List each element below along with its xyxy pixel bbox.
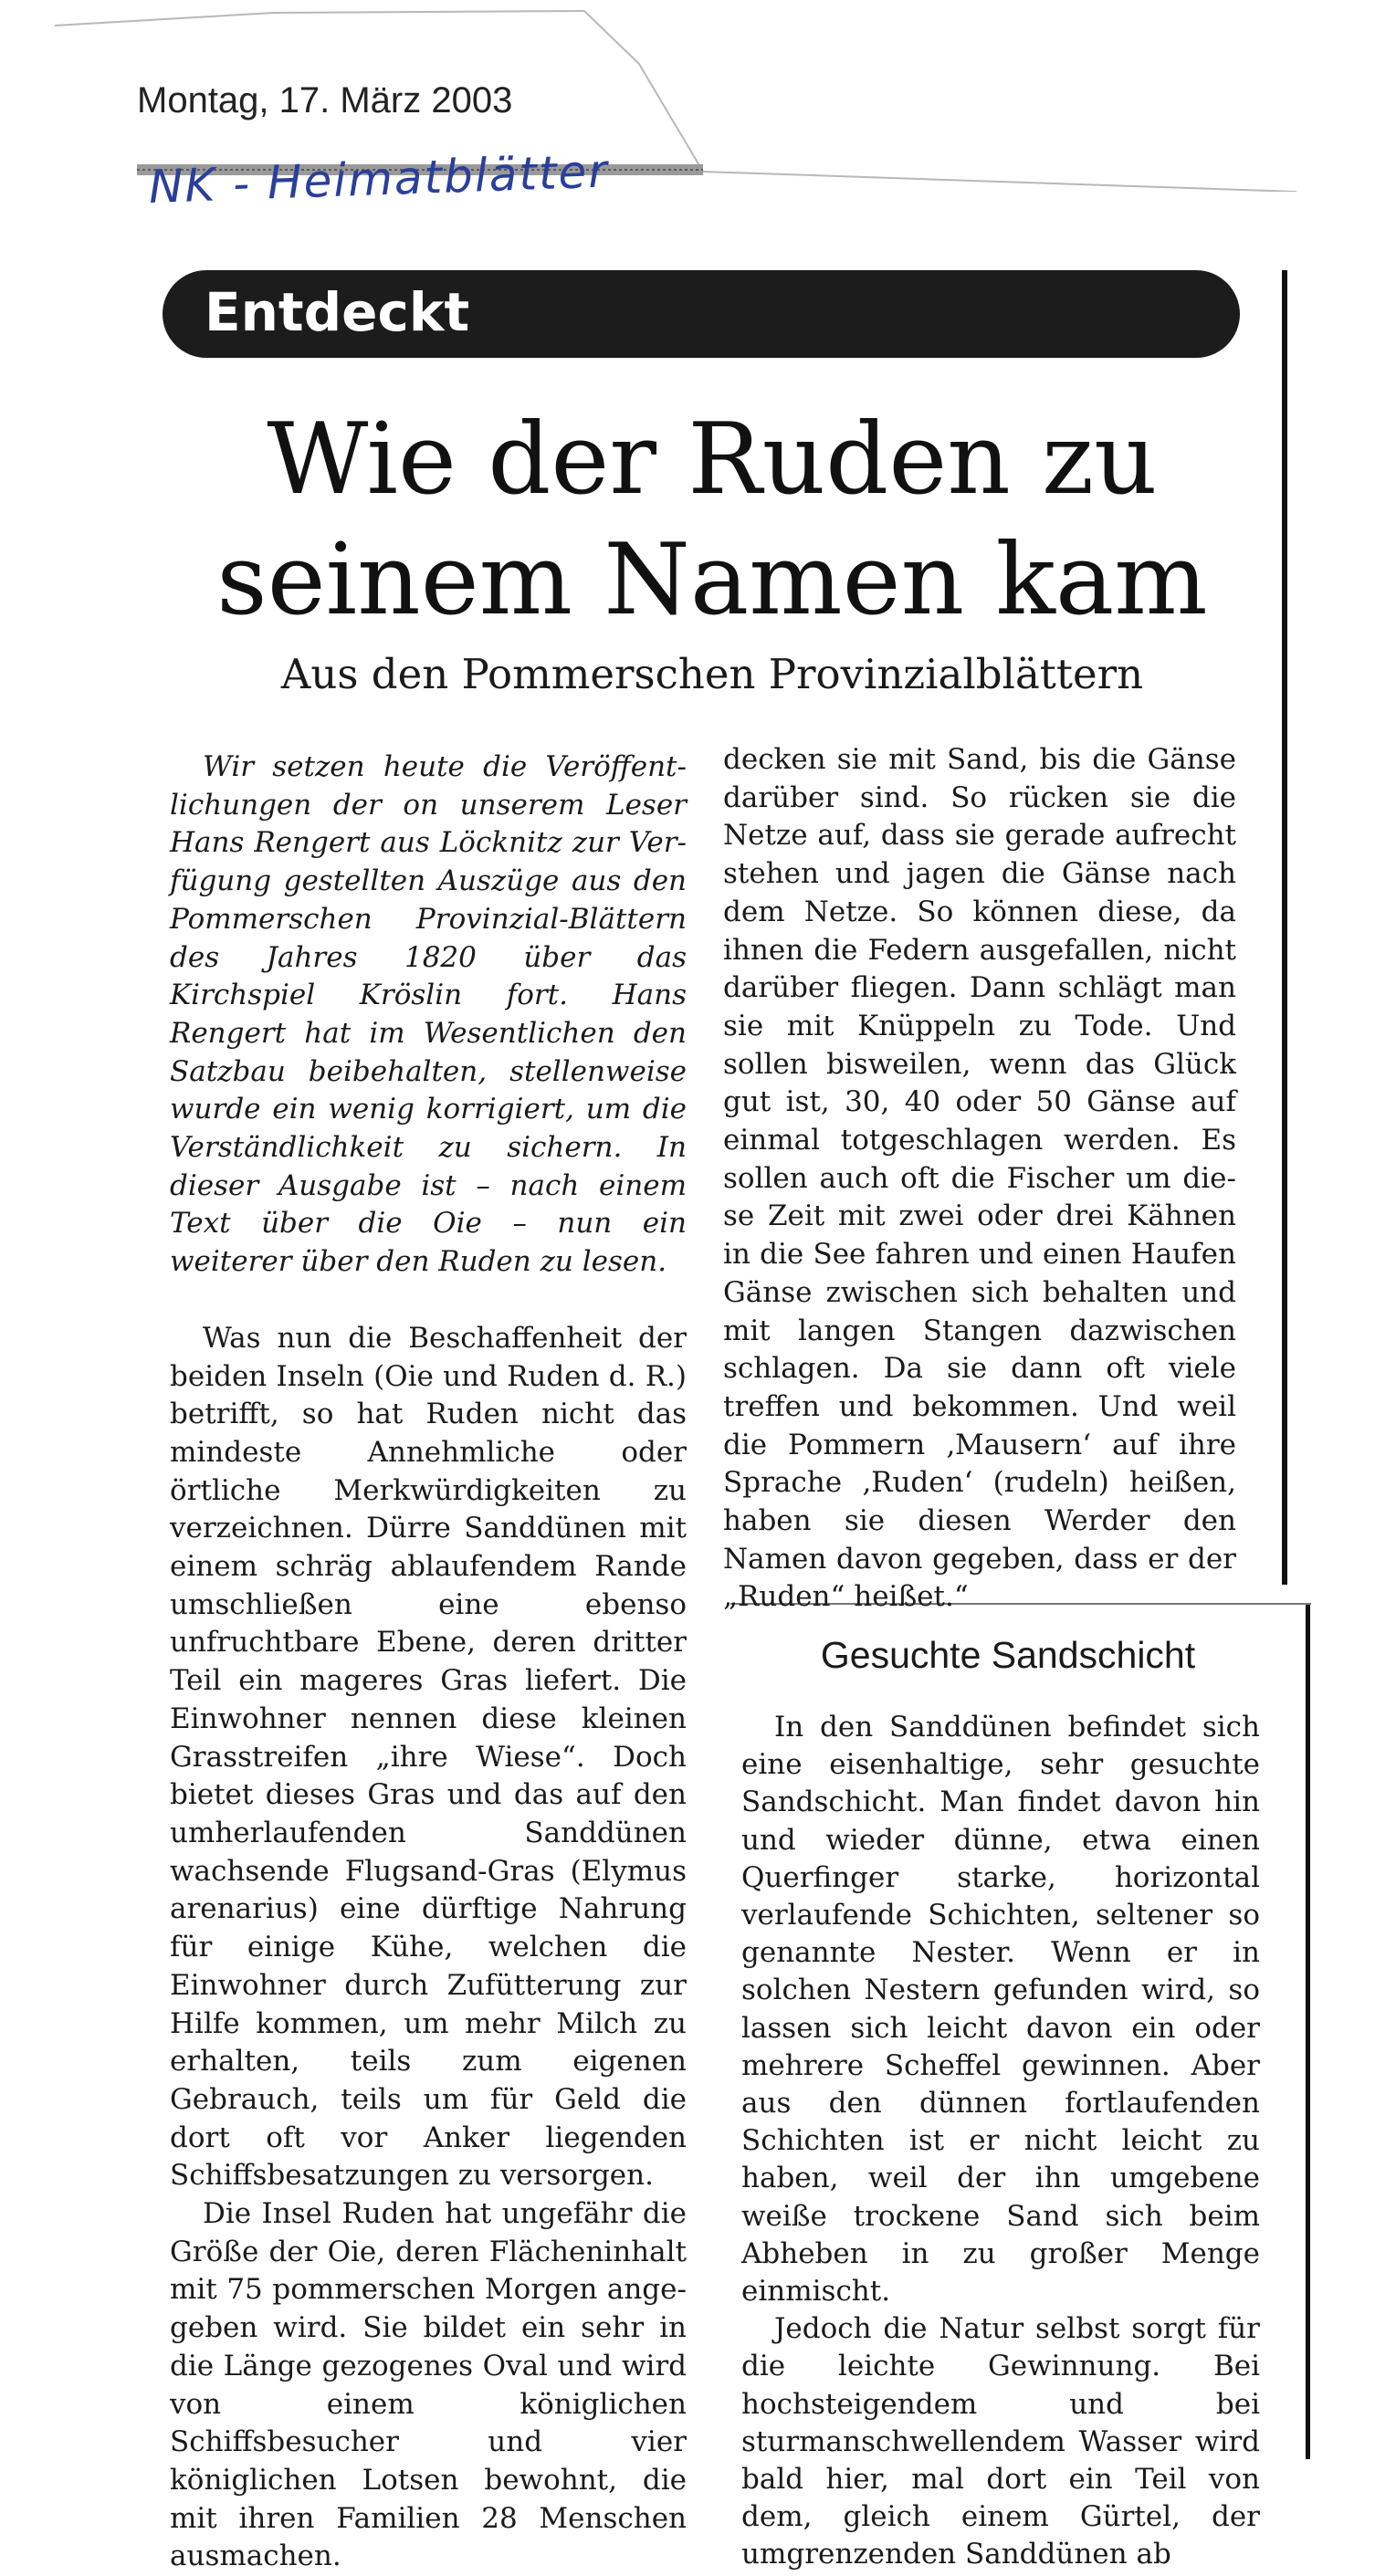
article-paragraph-3: decken sie mit Sand, bis die Gänse darüber sind. So rücken sie die Netze auf, dass sie gerade aufrecht stehen und jagen die Gänse nach dem Netze. So können diese, da ihnen die Federn ausgefallen, nicht darüber fliegen. Dann schlägt man sie mit Knüppeln zu Tode. Und sollen bisweilen, wenn das Glück gut ist, 30, 40 oder 50 Gänse auf einmal totgeschlagen werden. Es sollen auch oft die Fischer um diese Zeit mit zwei oder drei Kähnen in die See fahren und einen Haufen Gänse zwischen sich behalten und mit langen Stangen dazwischen schlagen. Da sie dann oft viele treffen und bekommen. Und weil die Pommern ‚Mausern‘ auf ihre Sprache ‚Ruden‘ (rudeln) heißen, haben sie diesen Werder den Namen davon gegeben, dass er der „Ruden“ heißet.“ — [723, 743, 1236, 1614]
headline-line-2: seinem Namen kam — [216, 523, 1208, 637]
column-rule-right — [1282, 270, 1287, 1585]
sidebar-title: Gesuchte Sandschicht — [820, 1634, 1196, 1676]
intro-text: Wir setzen heute die Veröffentlichungen der on unserem Leser Hans Rengert aus Löcknitz zur Verfügung gestellten Auszüge aus den Pommerschen Provinzial-Blättern des Jahres 1820 über das Kirchspiel Kröslin fort. Hans Rengert hat im Wesentlichen den Satzbau beibehalten, stellenweise wurde ein wenig korrigiert, um die Verständlichkeit zu sichern. In dieser Ausgabe ist – nach einem Text über die Oie – nun ein weiterer über den Ruden zu lesen. — [170, 750, 687, 1279]
article-paragraph-2: Die Insel Ruden hat ungefähr die Größe der Oie, deren Flächeninhalt mit 75 pommerschen Morgen angegeben wird. Sie bildet ein sehr in die Länge gezogenes Oval und wird von einem königlichen Schiffsbesucher und vier königlichen Lotsen bewohnt, die mit ihren Familien 28 Menschen ausmachen. — [170, 2197, 687, 2573]
article-paragraph-1: Was nun die Beschaffenheit der beiden Inseln (Oie und Ruden d. R.) betrifft, so hat Ruden nicht das mindeste Annehmliche oder örtliche Merkwürdigkeiten zu verzeichnen. Dürre Sanddünen mit einem schräg ablaufendem Rande umschließen eine ebenso unfruchtbare Ebene, deren dritter Teil ein mageres Gras liefert. Die Einwohner nennen diese kleinen Grasstreifen „ihre Wiese“. Doch bietet dieses Gras und das auf den umherlaufenden Sanddünen wachsende Flugsand-Gras (Elymus arenarius) eine dürftige Nahrung für einige Kühe, welchen die Einwohner durch Zufütterung zur Hilfe kommen, um mehr Milch zu erhalten, teils zum eigenen Gebrauch, teils um für Geld die dort oft vor Anker liegenden Schiffsbesatzungen zu versorgen. — [170, 1321, 687, 2193]
column-right — [723, 741, 1236, 1617]
sidebar-paragraph-1: In den Sanddünen befindet sich eine eisenhaltige, sehr gesuchte Sandschicht. Man findet davon hin und wieder dünne, etwa einen Querfinger starke, horizontal verlaufende Schichten, seltener so genannte Nester. Wenn er in solchen Nestern gefunden wird, so lassen sich leicht davon ein oder mehrere Scheffel gewinnen. Aber aus den dünnen fortlaufenden Schichten ist er nicht leicht zu haben, weil der ihn umgebene weiße trockene Sand sich beim Abheben in zu großer Menge einmischt. — [741, 1711, 1260, 2309]
headline-line-1: Wie der Ruden zu — [267, 403, 1158, 517]
section-rubric — [163, 270, 1240, 358]
article-intro — [170, 749, 687, 1282]
handwritten-note: NK - Heimatblätter — [148, 144, 610, 214]
subtitle: Aus den Pommerschen Provinzialblättern — [280, 650, 1144, 698]
headline — [137, 400, 1287, 641]
sidebar-paragraph-2: Jedoch die Natur selbst sorgt für die leichte Gewinnung. Bei hochsteigendem und bei sturmanschwellendem Wasser wird bald hier, mal dort ein Teil von dem, gleich einem Gürtel, der umgrenzenden Sanddünen ab — [741, 2312, 1260, 2571]
sidebar-rule-right — [1306, 1605, 1310, 2459]
publication-date: Montag, 17. März 2003 — [137, 80, 513, 120]
rubric-label: Entdeckt — [205, 281, 470, 343]
column-left — [170, 749, 687, 2576]
sidebar-body — [741, 1709, 1260, 2574]
